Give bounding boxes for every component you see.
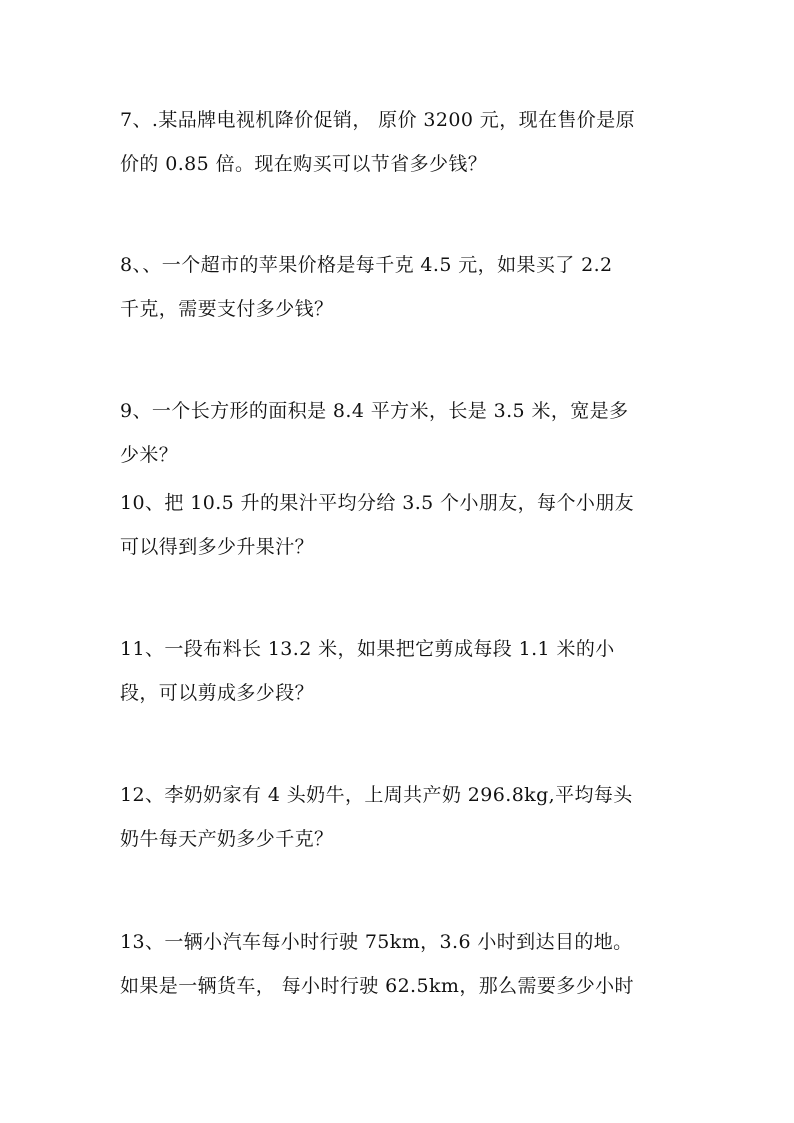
question-text-line: 7、.某品牌电视机降价促销， 原价 3200 元，现在售价是原 — [120, 109, 636, 131]
question-text-line: 千克，需要支付多少钱？ — [120, 298, 334, 320]
question-10 — [120, 491, 680, 559]
question-text-line: 段，可以剪成多少段？ — [120, 682, 315, 704]
question-12 — [120, 783, 680, 851]
question-text-line: 价的 0.85 倍。现在购买可以节省多少钱？ — [120, 153, 488, 175]
question-text-line: 可以得到多少升果汁？ — [120, 536, 315, 558]
question-11 — [120, 637, 680, 705]
question-9 — [120, 399, 680, 467]
question-text-line: 8、、一个超市的苹果价格是每千克 4.5 元，如果买了 2.2 — [120, 254, 613, 276]
question-text-line: 如果是一辆货车， 每小时行驶 62.5km，那么需要多少小时 — [120, 975, 634, 997]
question-text-line: 奶牛每天产奶多少千克？ — [120, 828, 334, 850]
question-text-line: 12、李奶奶家有 4 头奶牛，上周共产奶 296.8kg,平均每头 — [120, 784, 633, 806]
question-13 — [120, 930, 680, 998]
question-text-line: 少米？ — [120, 444, 179, 466]
question-text-line: 9、一个长方形的面积是 8.4 平方米，长是 3.5 米，宽是多 — [120, 400, 629, 422]
question-text-line: 10、把 10.5 升的果汁平均分给 3.5 个小朋友，每个小朋友 — [120, 492, 635, 514]
question-text-line: 13、一辆小汽车每小时行驶 75km，3.6 小时到达目的地。 — [120, 931, 633, 953]
question-7 — [120, 108, 680, 176]
question-text-line: 11、一段布料长 13.2 米，如果把它剪成每段 1.1 米的小 — [120, 638, 615, 660]
question-8 — [120, 253, 680, 321]
